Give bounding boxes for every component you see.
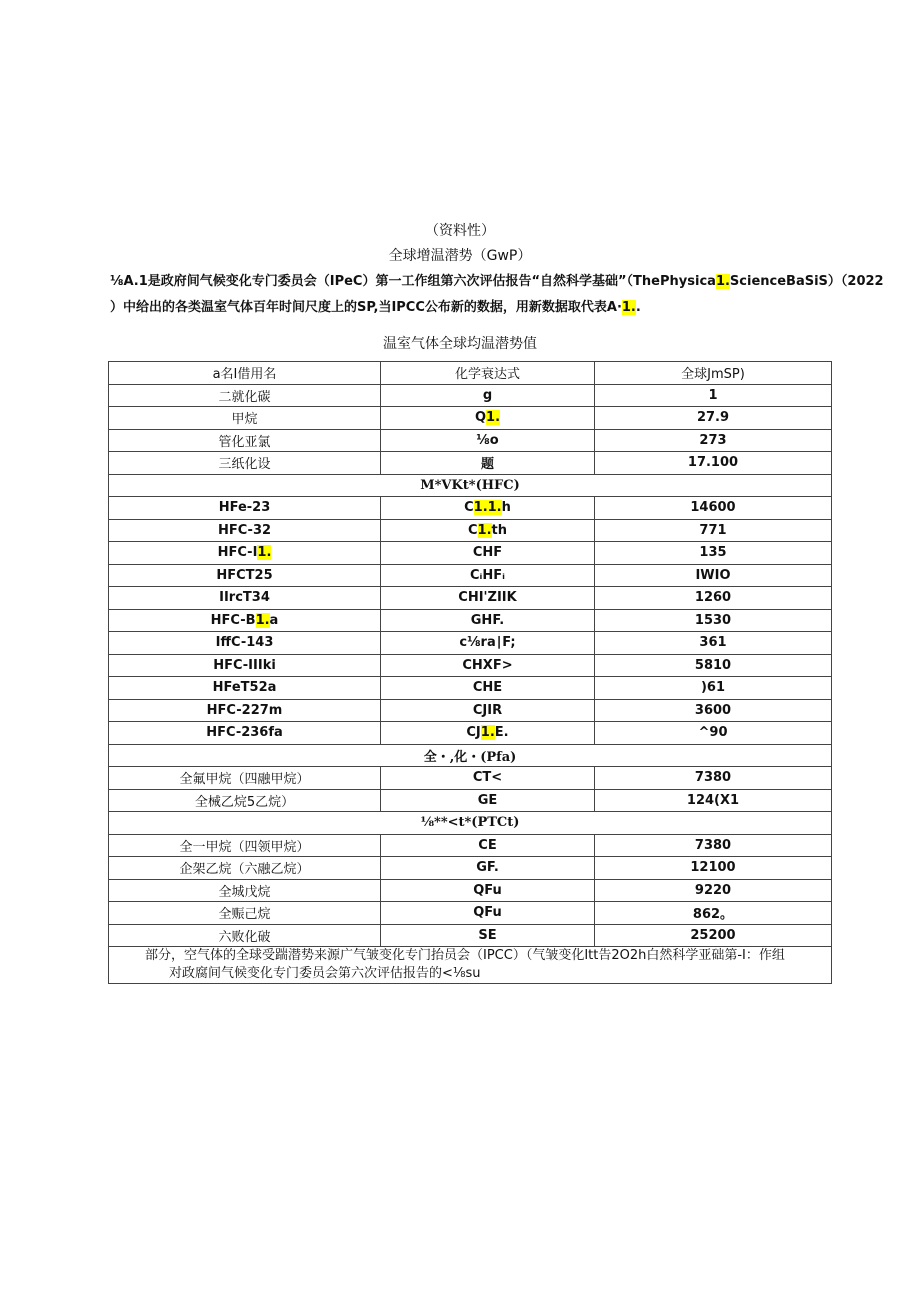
formula-cell: g xyxy=(381,384,595,407)
gas-name-cell: HFeT52a xyxy=(109,677,381,700)
group-label: 全・,化・(Pfa) xyxy=(109,744,832,767)
table-row xyxy=(109,542,832,565)
gwp-table-body xyxy=(109,362,832,984)
table-row xyxy=(109,452,832,475)
appendix-tag: （资料性） xyxy=(425,223,495,239)
formula-cell: CHXF> xyxy=(381,654,595,677)
header-name: a名I借用名 xyxy=(109,362,381,385)
formula-cell: CHF xyxy=(381,542,595,565)
gwp-value-cell: 1 xyxy=(595,384,832,407)
table-row xyxy=(109,722,832,745)
gwp-value-cell: 361 xyxy=(595,632,832,655)
gwp-value-cell: 7380 xyxy=(595,834,832,857)
gwp-value-cell: IWIO xyxy=(595,564,832,587)
table-row xyxy=(109,407,832,430)
table-row xyxy=(109,834,832,857)
header-formula: 化学衰达式 xyxy=(381,362,595,385)
gas-name-cell: HFC-227m xyxy=(109,699,381,722)
gas-name-cell: 三纸化设 xyxy=(109,452,381,475)
gwp-value-cell: 14600 xyxy=(595,497,832,520)
formula-cell: C1.th xyxy=(381,519,595,542)
gas-name-cell: IffC-143 xyxy=(109,632,381,655)
formula-cell: c⅛ra∣F; xyxy=(381,632,595,655)
formula-cell: ⅛o xyxy=(381,429,595,452)
gwp-value-cell: 9220 xyxy=(595,879,832,902)
group-header-row xyxy=(109,812,832,835)
formula-cell: CE xyxy=(381,834,595,857)
gas-name-cell: HFC-I1. xyxy=(109,542,381,565)
gwp-value-cell: 12100 xyxy=(595,857,832,880)
table-row xyxy=(109,519,832,542)
footnote-row xyxy=(109,947,832,984)
gwp-value-cell: ^90 xyxy=(595,722,832,745)
gas-name-cell: 全城戊烷 xyxy=(109,879,381,902)
table-row xyxy=(109,879,832,902)
gwp-value-cell: 273 xyxy=(595,429,832,452)
gwp-value-cell: 5810 xyxy=(595,654,832,677)
table-row xyxy=(109,429,832,452)
formula-cell: C1.1.h xyxy=(381,497,595,520)
gas-name-cell: HFC-236fa xyxy=(109,722,381,745)
formula-cell: CᵢHFᵢ xyxy=(381,564,595,587)
gwp-table xyxy=(108,361,832,984)
gas-name-cell: 全赈己烷 xyxy=(109,902,381,925)
footnote-line1: 部分，空气体的全球受踹潜势来源广气皱变化专门抬员会（IPCC）（气皱变化Itt告2O2h白然科学亚础第-I：作组 xyxy=(145,948,785,963)
gas-name-cell: 六败化破 xyxy=(109,924,381,947)
formula-cell: CJIR xyxy=(381,699,595,722)
table-row xyxy=(109,789,832,812)
gas-name-cell: HFC-IIIki xyxy=(109,654,381,677)
gas-name-cell: 全械乙烷5乙烷） xyxy=(109,789,381,812)
gwp-value-cell: 862。 xyxy=(595,902,832,925)
gwp-value-cell: 1530 xyxy=(595,609,832,632)
gas-name-cell: HFC-32 xyxy=(109,519,381,542)
gas-name-cell: 企架乙烷（六融乙烷） xyxy=(109,857,381,880)
formula-cell: CHE xyxy=(381,677,595,700)
intro-paragraph-line1: ⅛A.1是政府间气候变化专门委员会（IPeC）第一工作组第六次评估报告“自然科学基础”（ThePhysica1.ScienceBaSiS）（2022 xyxy=(110,274,884,289)
gwp-value-cell: )61 xyxy=(595,677,832,700)
gas-name-cell: 二就化碳 xyxy=(109,384,381,407)
table-row xyxy=(109,384,832,407)
gwp-value-cell: 25200 xyxy=(595,924,832,947)
group-header-row xyxy=(109,744,832,767)
gwp-value-cell: 771 xyxy=(595,519,832,542)
gas-name-cell: 全一甲烷（四领甲烷） xyxy=(109,834,381,857)
group-label: ⅛**<t*(PTCt) xyxy=(109,812,832,835)
table-row xyxy=(109,587,832,610)
group-label: M*VKt*(HFC) xyxy=(109,474,832,497)
gas-name-cell: IIrcT34 xyxy=(109,587,381,610)
group-header-row xyxy=(109,474,832,497)
header-gwp: 全球JmSP) xyxy=(595,362,832,385)
gwp-value-cell: 135 xyxy=(595,542,832,565)
table-row xyxy=(109,857,832,880)
table-row xyxy=(109,654,832,677)
gwp-value-cell: 7380 xyxy=(595,767,832,790)
formula-cell: QFu xyxy=(381,879,595,902)
gwp-value-cell: 1260 xyxy=(595,587,832,610)
table-row xyxy=(109,564,832,587)
gas-name-cell: HFCT25 xyxy=(109,564,381,587)
formula-cell: Q1. xyxy=(381,407,595,430)
gas-name-cell: HFe-23 xyxy=(109,497,381,520)
table-row xyxy=(109,677,832,700)
formula-cell: GHF. xyxy=(381,609,595,632)
table-row xyxy=(109,609,832,632)
gas-name-cell: 全氟甲烷（四融甲烷） xyxy=(109,767,381,790)
table-header-row xyxy=(109,362,832,385)
gwp-value-cell: 124(X1 xyxy=(595,789,832,812)
gwp-value-cell: 17.100 xyxy=(595,452,832,475)
table-footnote xyxy=(109,947,832,984)
table-row xyxy=(109,767,832,790)
gas-name-cell: 甲烷 xyxy=(109,407,381,430)
table-row xyxy=(109,902,832,925)
gas-name-cell: 管化亚氯 xyxy=(109,429,381,452)
formula-cell: SE xyxy=(381,924,595,947)
formula-cell: CJ1.E. xyxy=(381,722,595,745)
table-row xyxy=(109,924,832,947)
table-caption: 温室气体全球均温潜势值 xyxy=(383,336,537,352)
formula-cell: GE xyxy=(381,789,595,812)
gwp-value-cell: 27.9 xyxy=(595,407,832,430)
formula-cell: 题 xyxy=(381,452,595,475)
formula-cell: QFu xyxy=(381,902,595,925)
table-row xyxy=(109,632,832,655)
gas-name-cell: HFC-B1.a xyxy=(109,609,381,632)
intro-paragraph-line2: ）中给出的各类温室气体百年时间尺度上的SP,当IPCC公布新的数据，用新数据取代表A·1.. xyxy=(110,300,641,315)
appendix-title: 全球增温潜势（GwP） xyxy=(388,248,532,264)
gwp-value-cell: 3600 xyxy=(595,699,832,722)
footnote-line2: 对政腐间气候变化专门委员会第六次评估报告的<⅛su xyxy=(169,966,481,981)
table-row xyxy=(109,497,832,520)
formula-cell: CHI'ZIIK xyxy=(381,587,595,610)
formula-cell: CT< xyxy=(381,767,595,790)
table-row xyxy=(109,699,832,722)
formula-cell: GF. xyxy=(381,857,595,880)
